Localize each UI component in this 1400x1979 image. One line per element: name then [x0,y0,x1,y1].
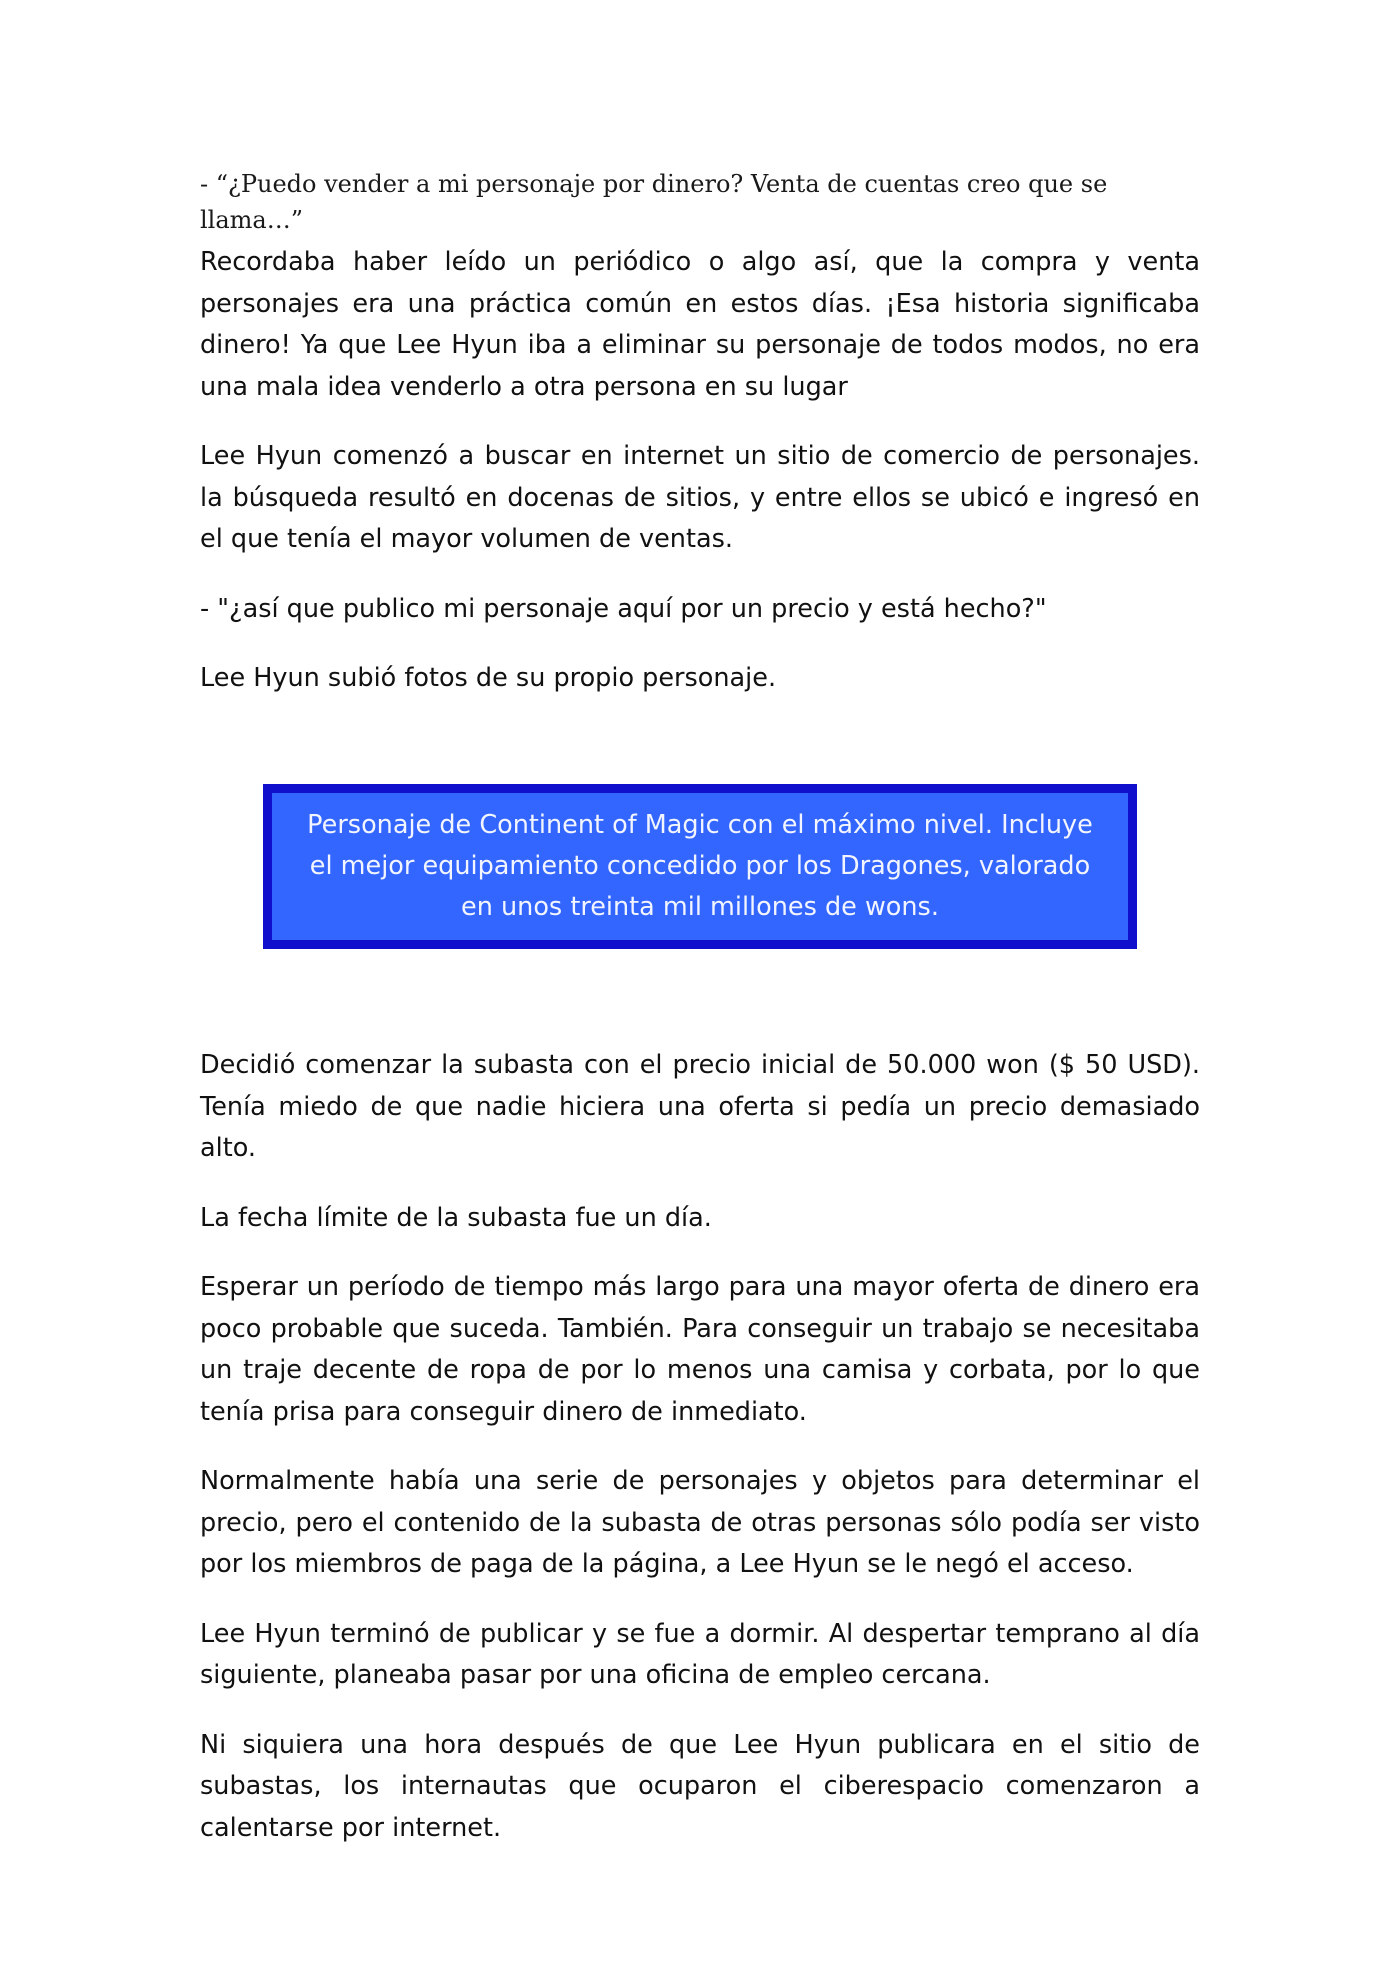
dialogue-line: - "¿así que publico mi personaje aquí por un precio y está hecho?" [200,593,1047,624]
paragraph: Ni siquiera una hora después de que Lee Hyun publicara en el sitio de subastas, los internautas que ocuparon el ciberespacio comenzaron a calentarse por internet. [200,1729,1200,1843]
paragraph: Normalmente había una serie de personajes y objetos para determinar el precio, pero el contenido de la subasta de otras personas sólo podía ser visto por los miembros de paga de la página, a Lee Hyun se le negó el acceso. [200,1466,1200,1579]
paragraph: Recordaba haber leído un periódico o algo así, que la compra y venta personajes era una práctica común en estos días. ¡Esa historia significaba dinero! Ya que Lee Hyun iba a eliminar su personaje de todos modos, no era una mala idea venderlo a otra persona en su lugar [200,247,1200,402]
paragraph: Lee Hyun comenzó a buscar en internet un sitio de comercio de personajes. la búsqueda resultó en docenas de sitios, y entre ellos se ubicó e ingresó en el que tenía el mayor volumen de ventas. [200,441,1200,554]
paragraph: La fecha límite de la subasta fue un día. [200,1202,712,1233]
paragraph: Esperar un período de tiempo más largo para una mayor oferta de dinero era poco probable que suceda. También. Para conseguir un trabajo se necesitaba un traje decente de ropa de por lo menos una camisa y corbata, por lo que tenía prisa para conseguir dinero de inmediato. [200,1272,1200,1427]
opening-quote: - “¿Puedo vender a mi personaje por dinero? Venta de cuentas creo que se llama…” [200,170,1108,234]
listing-description: Personaje de Continent of Magic con el máximo nivel. Incluye el mejor equipamiento concedido por los Dragones, valorado en unos treinta mil millones de wons. [307,810,1093,922]
character-listing-box [263,784,1137,949]
paragraphs-before-box [200,242,1200,728]
paragraph: Lee Hyun terminó de publicar y se fue a dormir. Al despertar temprano al día siguiente, planeaba pasar por una oficina de empleo cercana. [200,1618,1200,1690]
paragraph: Decidió comenzar la subasta con el precio inicial de 50.000 won ($ 50 USD). Tenía miedo de que nadie hiciera una oferta si pedía un precio demasiado alto. [200,1050,1200,1163]
paragraph: Lee Hyun subió fotos de su propio personaje. [200,663,777,693]
paragraphs-after-box [200,1045,1200,1877]
